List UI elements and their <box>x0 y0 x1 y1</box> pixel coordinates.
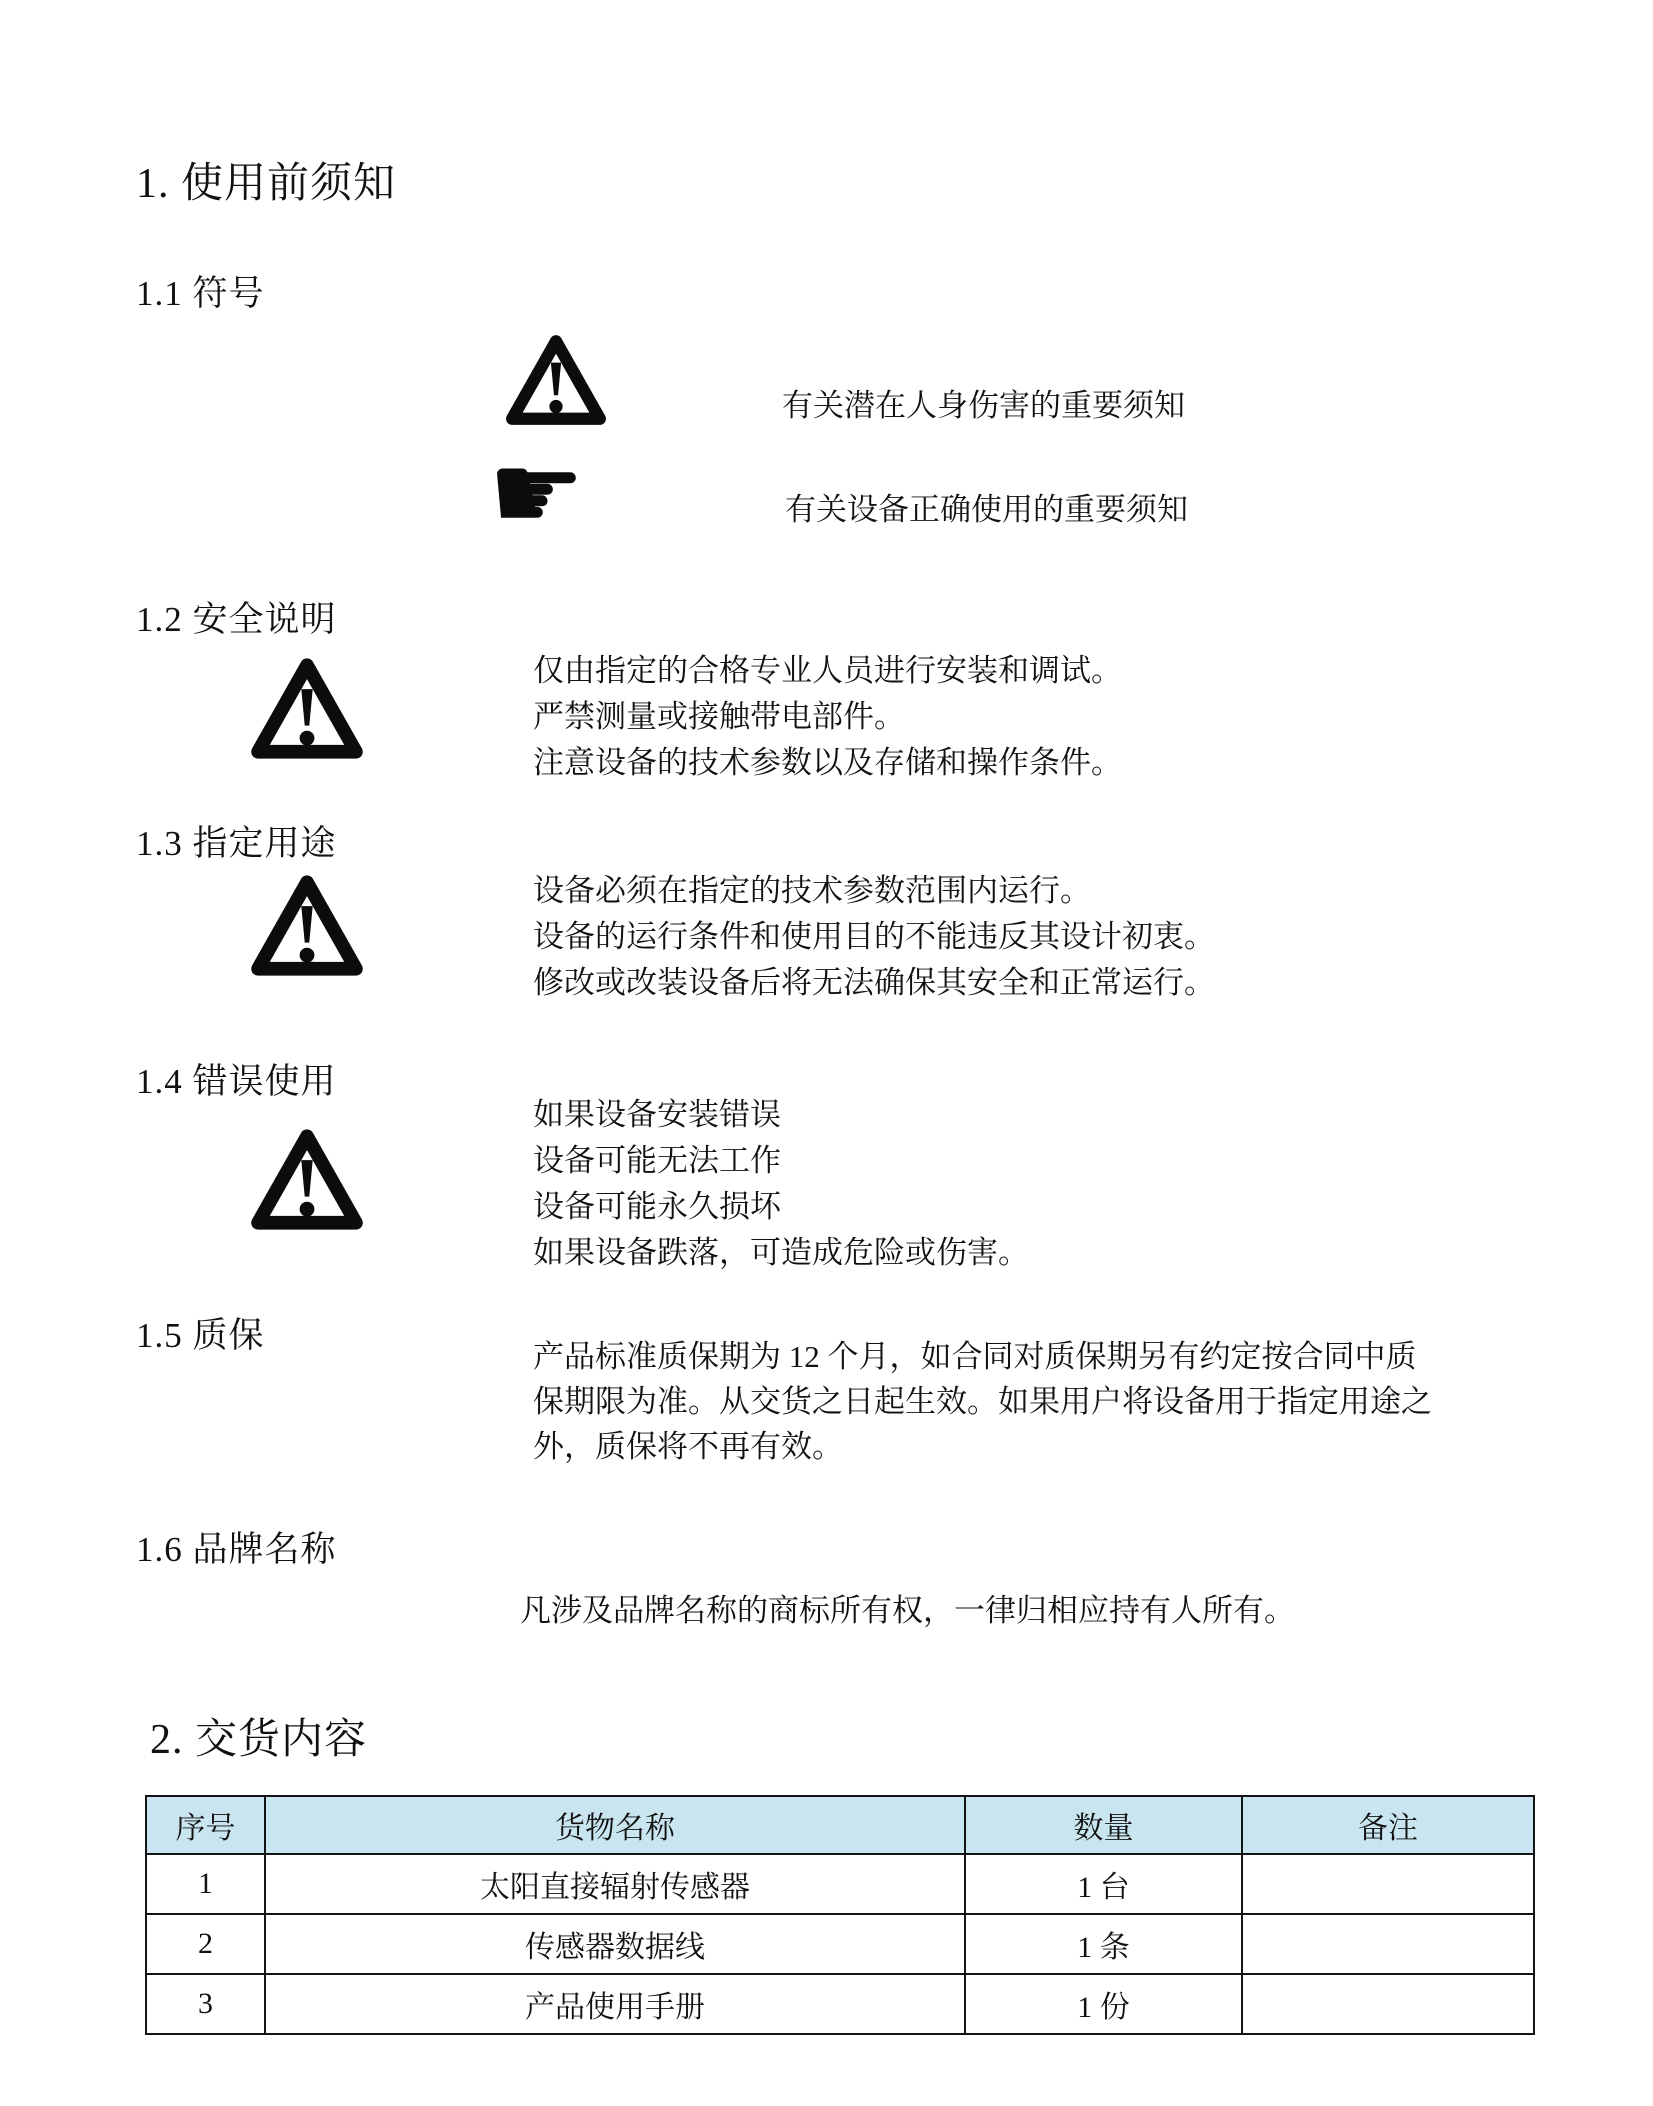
warning-triangle-icon <box>250 872 364 979</box>
text-line: 设备必须在指定的技术参数范围内运行。 <box>533 873 1091 908</box>
table-row <box>146 1914 1534 1974</box>
section-1-4-text <box>533 1092 1029 1276</box>
column-header-index: 序号 <box>146 1796 265 1854</box>
section-1-6-title: 1.6 品牌名称 <box>136 1530 337 1569</box>
column-header-remark: 备注 <box>1242 1796 1534 1854</box>
text-line: 设备可能永久损坏 <box>533 1189 781 1224</box>
cell-index: 3 <box>146 1974 265 2034</box>
warning-triangle-icon <box>250 1126 364 1233</box>
text-line: 设备的运行条件和使用目的不能违反其设计初衷。 <box>533 919 1215 954</box>
section-1-3-title: 1.3 指定用途 <box>136 824 337 863</box>
cell-quantity: 1 台 <box>965 1854 1242 1914</box>
cell-goods: 产品使用手册 <box>265 1974 965 2034</box>
hand-symbol-description: 有关设备正确使用的重要须知 <box>785 492 1188 527</box>
delivery-contents-table <box>145 1795 1535 2035</box>
text-line: 严禁测量或接触带电部件。 <box>533 699 905 734</box>
text-line: 仅由指定的合格专业人员进行安装和调试。 <box>533 653 1122 688</box>
cell-goods: 传感器数据线 <box>265 1914 965 1974</box>
section-1-4-title: 1.4 错误使用 <box>136 1062 337 1101</box>
table-header-row <box>146 1796 1534 1854</box>
cell-index: 2 <box>146 1914 265 1974</box>
cell-remark <box>1242 1854 1534 1914</box>
text-line: 设备可能无法工作 <box>533 1143 781 1178</box>
text-line: 如果设备安装错误 <box>533 1097 781 1132</box>
table-row <box>146 1854 1534 1914</box>
cell-remark <box>1242 1914 1534 1974</box>
cell-remark <box>1242 1974 1534 2034</box>
section-1-title: 1. 使用前须知 <box>136 161 397 207</box>
column-header-quantity: 数量 <box>965 1796 1242 1854</box>
table-row <box>146 1974 1534 2034</box>
text-line: 注意设备的技术参数以及存储和操作条件。 <box>533 745 1122 780</box>
column-header-goods: 货物名称 <box>265 1796 965 1854</box>
pointing-hand-icon: ☛ <box>488 431 585 556</box>
text-line: 外，质保将不再有效。 <box>533 1429 843 1464</box>
text-line: 保期限为准。从交货之日起生效。如果用户将设备用于指定用途之 <box>533 1384 1432 1419</box>
cell-goods: 太阳直接辐射传感器 <box>265 1854 965 1914</box>
section-1-2-title: 1.2 安全说明 <box>136 600 337 639</box>
section-1-6-text: 凡涉及品牌名称的商标所有权，一律归相应持有人所有。 <box>520 1593 1295 1628</box>
section-2-title: 2. 交货内容 <box>150 1717 368 1763</box>
text-line: 修改或改装设备后将无法确保其安全和正常运行。 <box>533 965 1215 1000</box>
section-1-5-title: 1.5 质保 <box>136 1316 265 1355</box>
text-line: 产品标准质保期为 12 个月，如合同对质保期另有约定按合同中质 <box>533 1339 1417 1374</box>
section-1-5-text <box>533 1334 1432 1469</box>
section-1-1-title: 1.1 符号 <box>136 274 265 313</box>
cell-quantity: 1 份 <box>965 1974 1242 2034</box>
cell-quantity: 1 条 <box>965 1914 1242 1974</box>
warning-triangle-icon <box>505 332 607 428</box>
section-1-3-text <box>533 868 1215 1006</box>
warning-triangle-icon <box>250 655 364 762</box>
text-line: 如果设备跌落，可造成危险或伤害。 <box>533 1235 1029 1270</box>
warning-symbol-description: 有关潜在人身伤害的重要须知 <box>782 388 1185 423</box>
cell-index: 1 <box>146 1854 265 1914</box>
section-1-2-text <box>533 648 1122 786</box>
